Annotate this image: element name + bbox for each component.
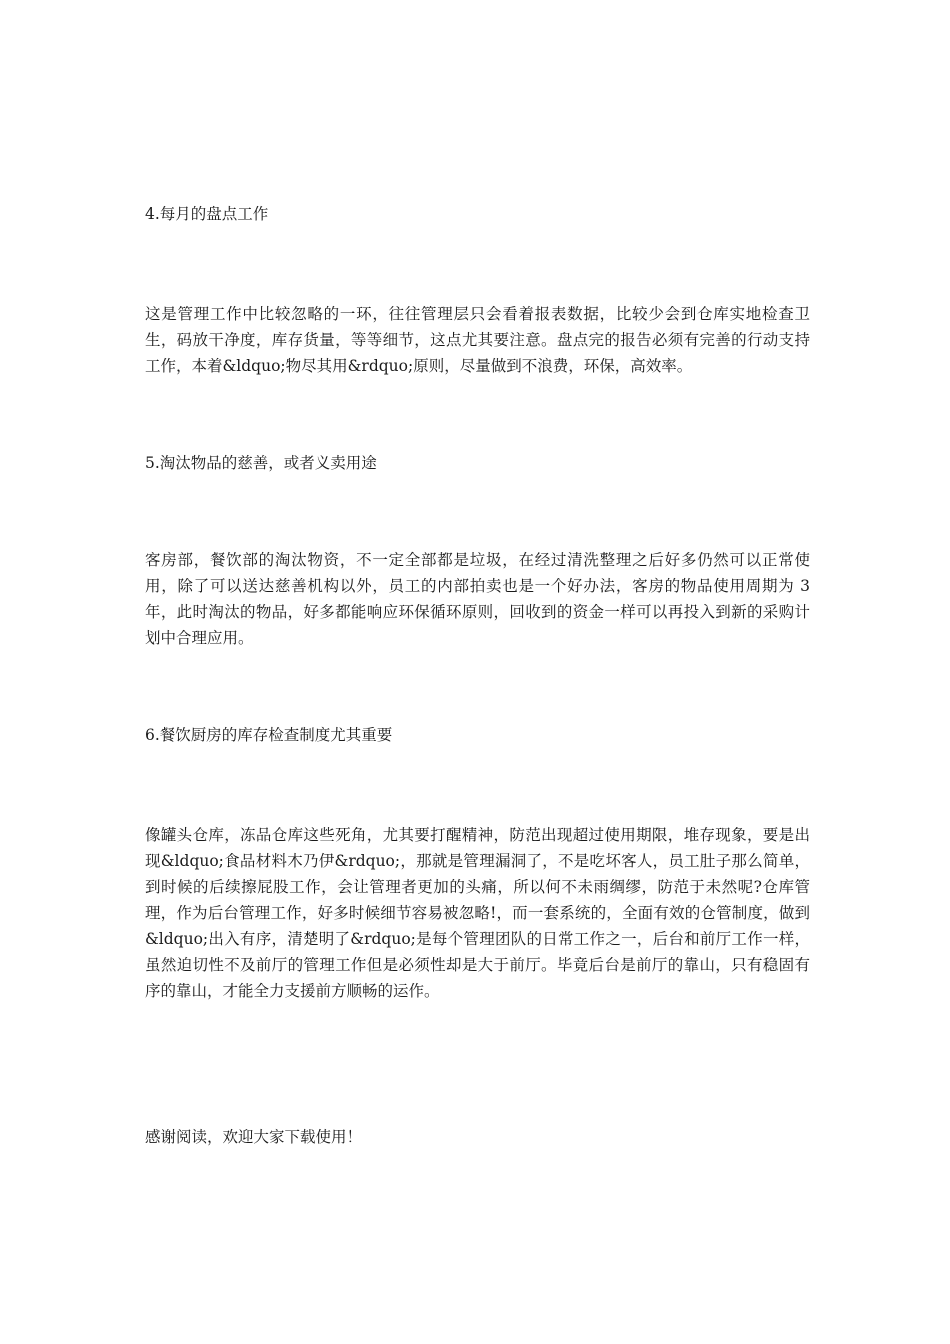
section-4-paragraph: 这是管理工作中比较忽略的一环，往往管理层只会看着报表数据，比较少会到仓库实地检查卫生，码放干净度，库存货量，等等细节，这点尤其要注意。盘点完的报告必须有完善的行动支持工作，本着&ldquo;物尽其用&rdquo;原则，尽量做到不浪费，环保，高效率。 xyxy=(145,305,810,375)
section-5-paragraph: 客房部，餐饮部的淘汰物资，不一定全部都是垃圾，在经过清洗整理之后好多仍然可以正常使用，除了可以送达慈善机构以外，员工的内部拍卖也是一个好办法，客房的物品使用周期为 3 年，此时淘汰的物品，好多都能响应环保循环原则，回收到的资金一样可以再投入到新的采购计划中合理应用。 xyxy=(145,551,810,647)
section-4-heading: 4.每月的盘点工作 xyxy=(145,205,269,223)
closing-note: 感谢阅读，欢迎大家下载使用！ xyxy=(145,1128,363,1146)
section-5-heading: 5.淘汰物品的慈善，或者义卖用途 xyxy=(145,454,377,472)
section-6-paragraph: 像罐头仓库，冻品仓库这些死角，尤其要打醒精神，防范出现超过使用期限，堆存现象，要是出现&ldquo;食品材料木乃伊&rdquo;，那就是管理漏洞了，不是吃坏客人，员工肚子那么简单，到时候的后续擦屁股工作，会让管理者更加的头痛，所以何不未雨绸缪，防范于未然呢?仓库管理，作为后台管理工作，好多时候细节容易被忽略!，而一套系统的，全面有效的仓管制度，做到&ldquo;出入有序，清楚明了&rdquo;是每个管理团队的日常工作之一，后台和前厅工作一样，虽然迫切性不及前厅的管理工作但是必须性却是大于前厅。毕竟后台是前厅的靠山，只有稳固有序的靠山，才能全力支援前方顺畅的运作。 xyxy=(145,826,810,1000)
section-6-heading: 6.餐饮厨房的库存检查制度尤其重要 xyxy=(145,726,393,744)
